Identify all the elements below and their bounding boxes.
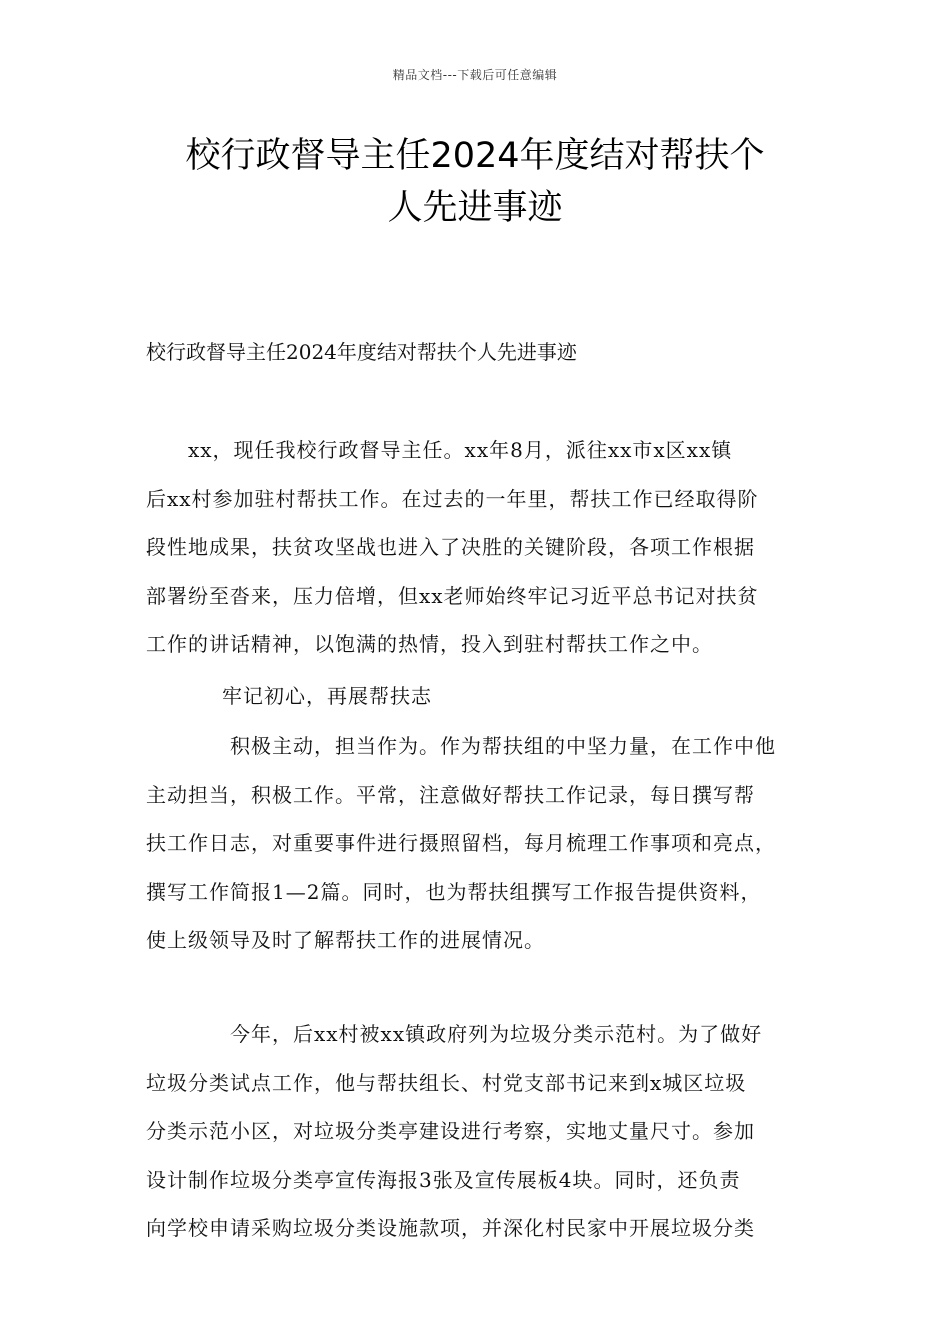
paragraph-line: 积极主动，担当作为。作为帮扶组的中坚力量，在工作中他 bbox=[146, 734, 776, 758]
paragraph-line: 垃圾分类试点工作，他与帮扶组长、村党支部书记来到x城区垃圾 bbox=[146, 1070, 747, 1095]
paragraph-line: 使上级领导及时了解帮扶工作的进展情况。 bbox=[146, 928, 545, 952]
paragraph-line: 今年，后xx村被xx镇政府列为垃圾分类示范村。为了做好 bbox=[146, 1022, 763, 1046]
header-note: 精品文档---下载后可任意编辑 bbox=[392, 68, 558, 82]
section-heading: 牢记初心，再展帮扶志 bbox=[222, 684, 432, 708]
paragraph-line: 分类示范小区，对垃圾分类亭建设进行考察，实地丈量尺寸。参加 bbox=[146, 1119, 755, 1143]
document-subtitle: 校行政督导主任2024年度结对帮扶个人先进事迹 bbox=[146, 340, 577, 364]
paragraph-initiative bbox=[146, 722, 806, 965]
title-line-1: 校行政督导主任2024年度结对帮扶个 bbox=[185, 136, 765, 176]
document-title bbox=[150, 130, 800, 234]
paragraph-line: 扶工作日志，对重要事件进行摄照留档，每月梳理工作事项和亮点， bbox=[146, 831, 776, 855]
paragraph-line: 撰写工作简报1—2篇。同时，也为帮扶组撰写工作报告提供资料， bbox=[146, 879, 762, 904]
paragraph-line: 工作的讲话精神，以饱满的热情，投入到驻村帮扶工作之中。 bbox=[146, 632, 713, 656]
paragraph-line: 段性地成果，扶贫攻坚战也进入了决胜的关键阶段，各项工作根据 bbox=[146, 535, 755, 559]
paragraph-line: 后xx村参加驻村帮扶工作。在过去的一年里，帮扶工作已经取得阶 bbox=[146, 486, 759, 511]
paragraph-line: 设计制作垃圾分类亭宣传海报3张及宣传展板4块。同时，还负责 bbox=[146, 1167, 741, 1192]
paragraph-intro bbox=[146, 426, 806, 669]
paragraph-garbage-sorting bbox=[146, 1010, 806, 1253]
paragraph-line: xx，现任我校行政督导主任。xx年8月，派往xx市x区xx镇 bbox=[146, 438, 733, 462]
paragraph-line: 向学校申请采购垃圾分类设施款项，并深化村民家中开展垃圾分类 bbox=[146, 1216, 755, 1240]
paragraph-line: 部署纷至沓来，压力倍增，但xx老师始终牢记习近平总书记对扶贫 bbox=[146, 583, 759, 608]
title-line-2: 人先进事迹 bbox=[387, 188, 563, 228]
paragraph-line: 主动担当，积极工作。平常，注意做好帮扶工作记录，每日撰写帮 bbox=[146, 782, 755, 807]
